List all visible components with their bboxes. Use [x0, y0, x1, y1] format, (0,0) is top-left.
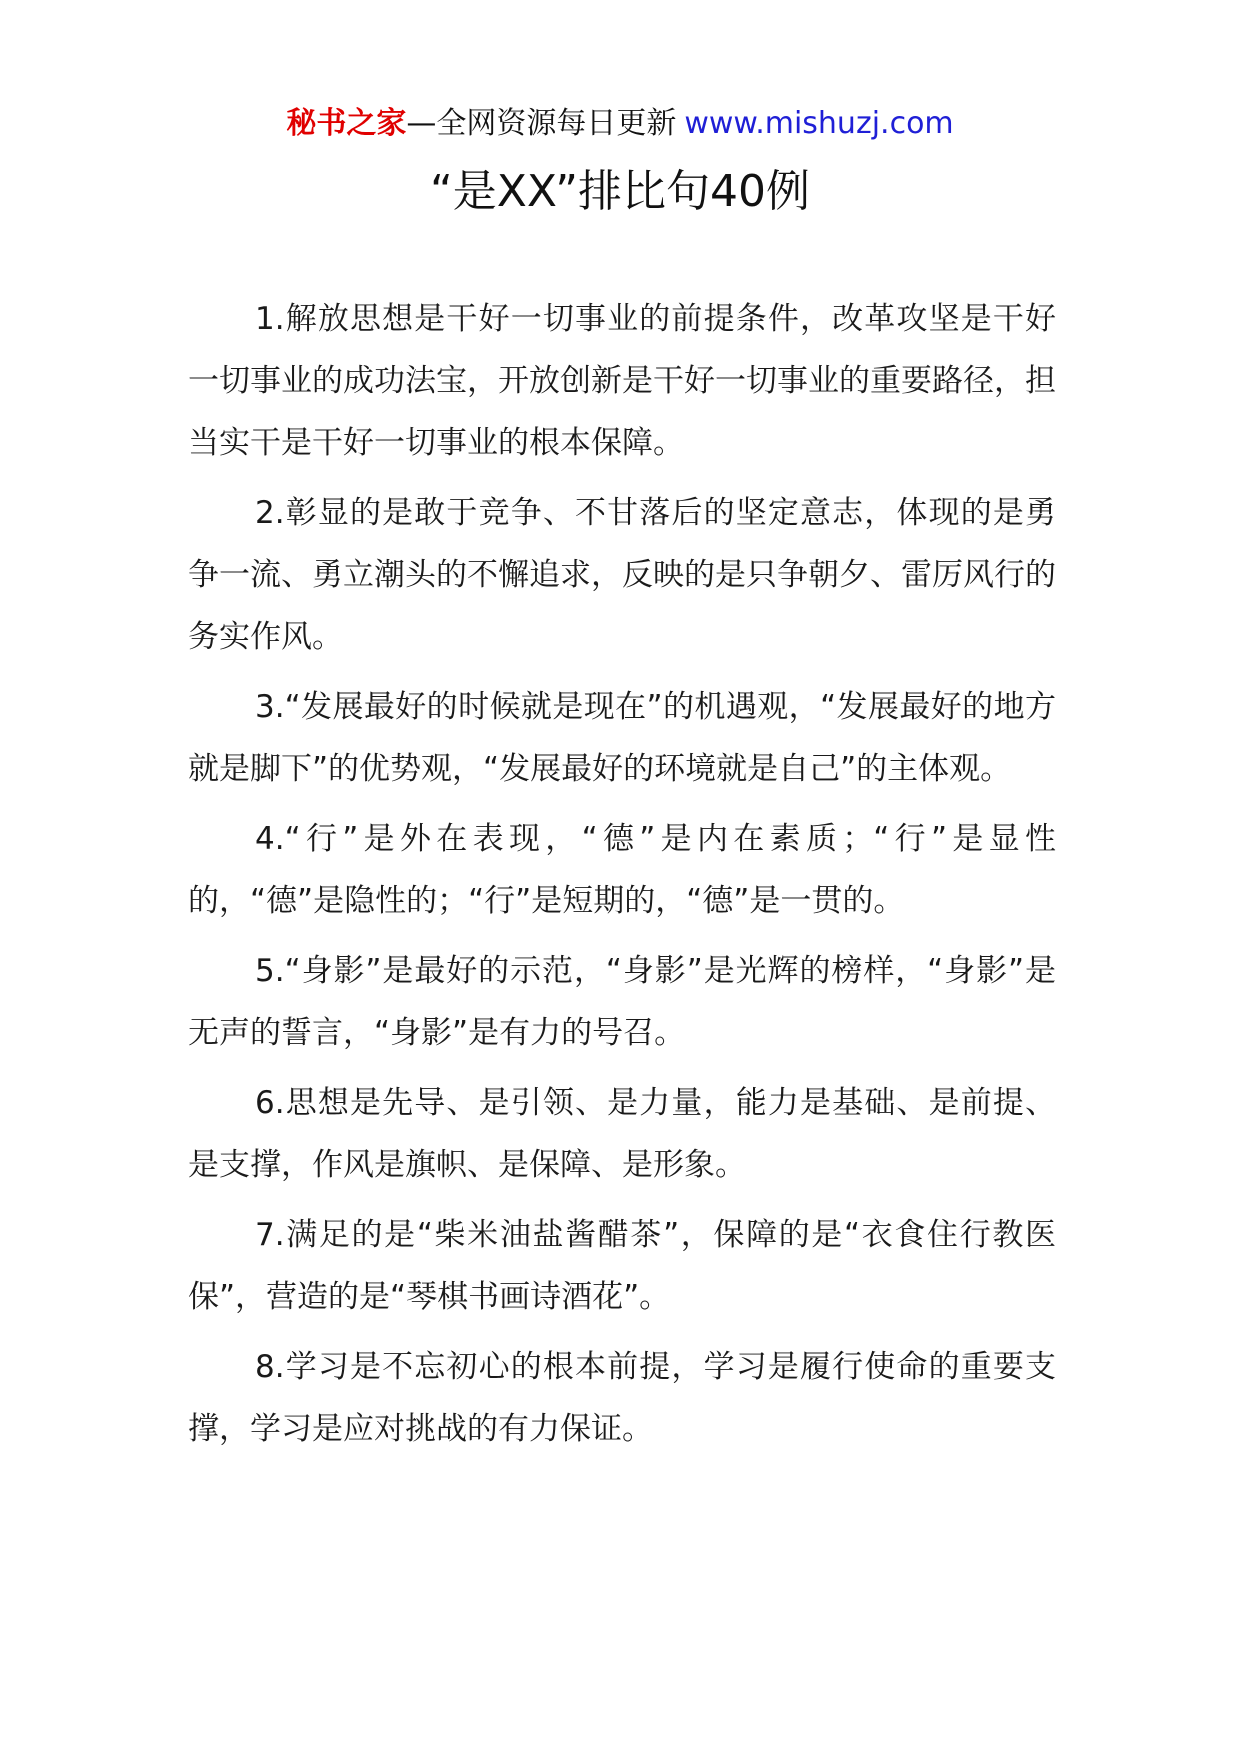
paragraph-5: 5.“身影”是最好的示范，“身影”是光辉的榜样，“身影”是无声的誓言，“身影”是有力的号召。 — [188, 953, 1056, 1051]
paragraph-8: 8.学习是不忘初心的根本前提，学习是履行使命的重要支撑，学习是应对挑战的有力保证。 — [188, 1349, 1056, 1447]
site-url-link[interactable]: www.mishuzj.com — [684, 106, 954, 141]
paragraph-7: 7.满足的是“柴米油盐酱醋茶”，保障的是“衣食住行教医保”，营造的是“琴棋书画诗酒花”。 — [188, 1217, 1056, 1315]
paragraph-2: 2.彰显的是敢于竞争、不甘落后的坚定意志，体现的是勇争一流、勇立潮头的不懈追求，反映的是只争朝夕、雷厉风行的务实作风。 — [188, 495, 1056, 655]
header-tagline: —全网资源每日更新 — [406, 106, 677, 141]
paragraph-3: 3.“发展最好的时候就是现在”的机遇观，“发展最好的地方就是脚下”的优势观，“发展最好的环境就是自己”的主体观。 — [188, 689, 1056, 787]
paragraph-1: 1.解放思想是干好一切事业的前提条件，改革攻坚是干好一切事业的成功法宝，开放创新是干好一切事业的重要路径，担当实干是干好一切事业的根本保障。 — [188, 301, 1056, 461]
brand-name: 秘书之家 — [286, 106, 407, 141]
paragraph-4: 4.“行”是外在表现，“德”是内在素质；“行”是显性的，“德”是隐性的；“行”是短期的，“德”是一贯的。 — [188, 821, 1056, 919]
document-title: “是XX”排比句40例 — [429, 166, 811, 217]
paragraph-6: 6.思想是先导、是引领、是力量，能力是基础、是前提、是支撑，作风是旗帜、是保障、是形象。 — [188, 1085, 1056, 1183]
document-body — [188, 288, 1056, 1468]
site-header — [0, 100, 1240, 148]
